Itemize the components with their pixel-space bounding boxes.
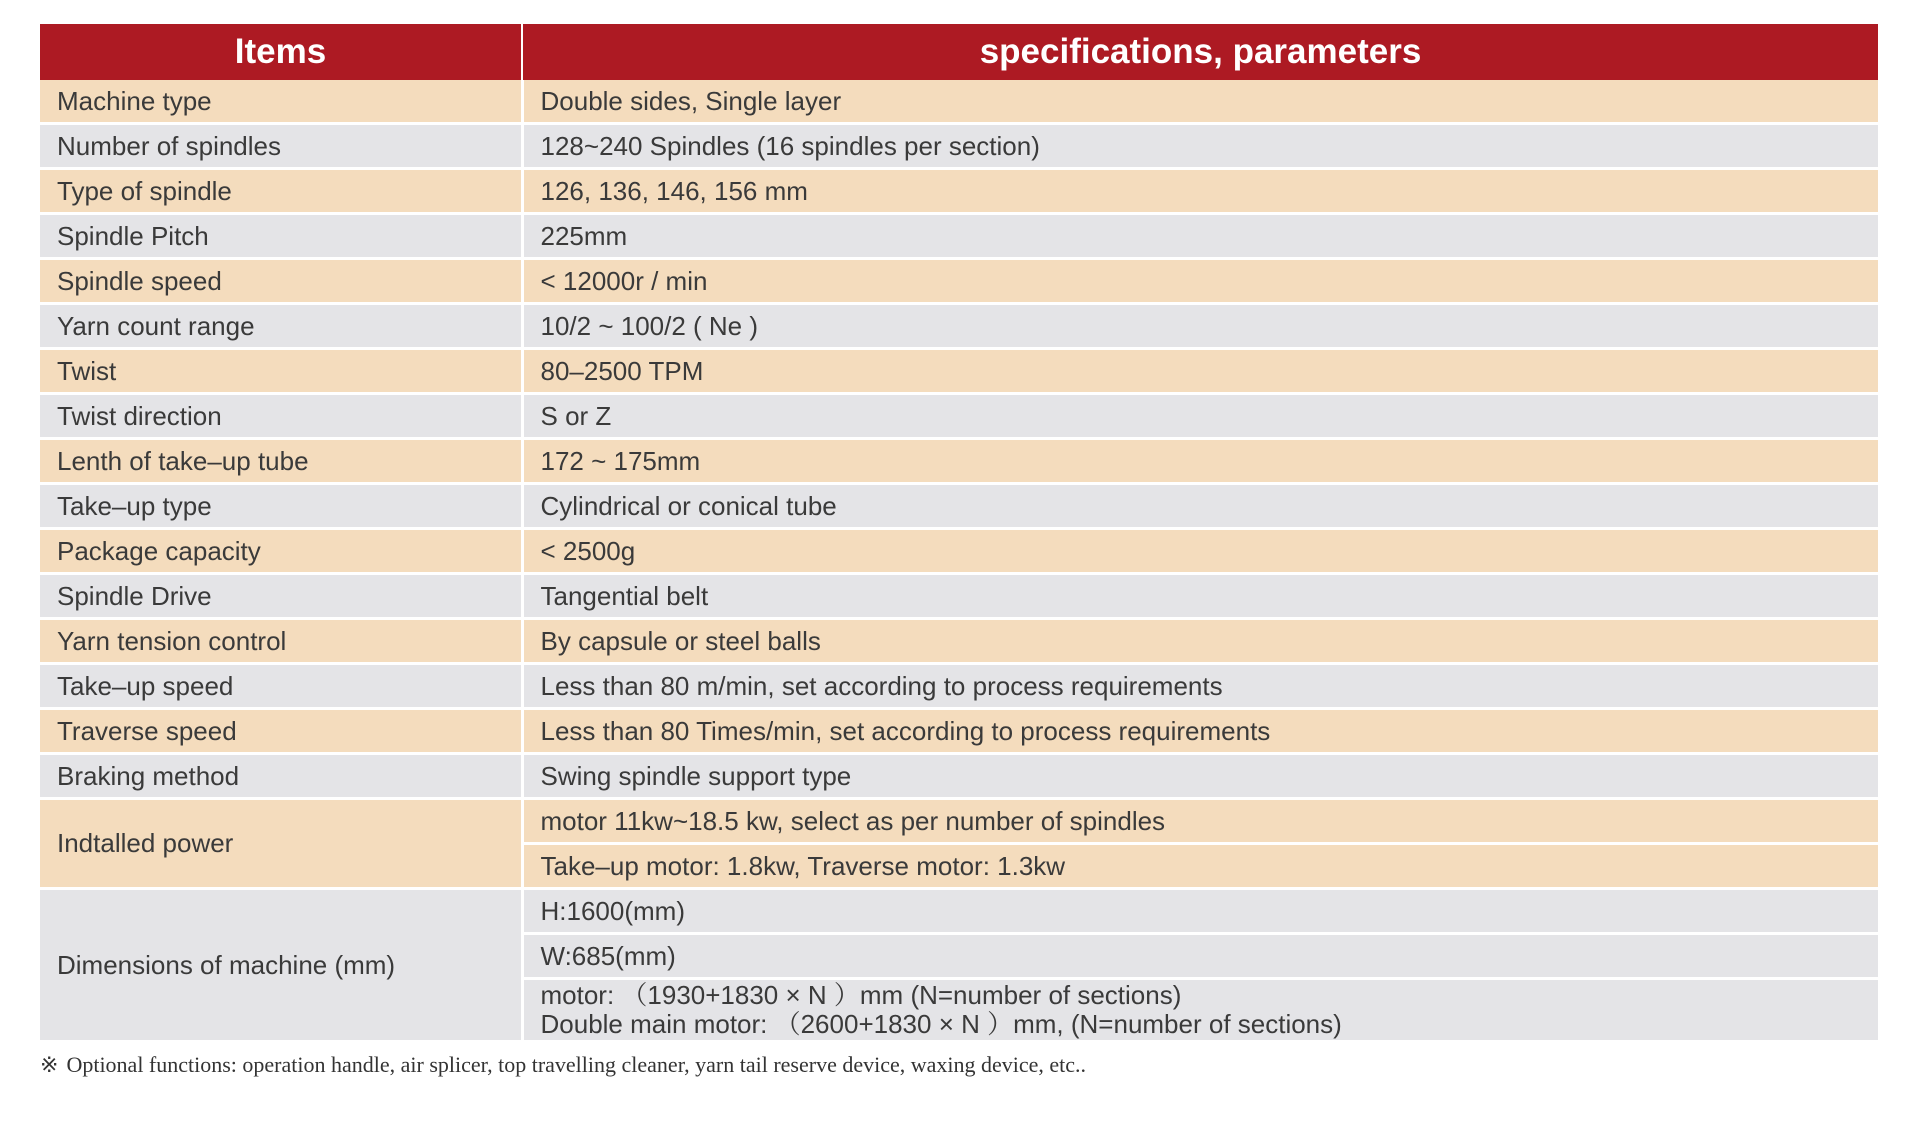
row-item: Spindle Drive — [40, 574, 522, 619]
reference-mark-icon: ※ — [40, 1052, 59, 1077]
row-item: Take–up speed — [40, 664, 522, 709]
header-specifications: specifications, parameters — [522, 24, 1878, 80]
row-item: Number of spindles — [40, 124, 522, 169]
row-item: Spindle Pitch — [40, 214, 522, 259]
row-item: Package capacity — [40, 529, 522, 574]
table-row — [40, 619, 1878, 664]
row-value: Less than 80 m/min, set according to process requirements — [522, 664, 1878, 709]
row-item: Traverse speed — [40, 709, 522, 754]
table-row — [40, 799, 1878, 844]
table-row — [40, 754, 1878, 799]
dimension-length-double-motor: Double main motor: （2600+1830 × N ）mm, (N=number of sections) — [540, 1009, 1342, 1039]
dimension-length-motor: motor: （1930+1830 × N ）mm (N=number of sections) — [540, 980, 1182, 1010]
row-value: Swing spindle support type — [522, 754, 1878, 799]
row-item: Yarn count range — [40, 304, 522, 349]
installed-power-item: Indtalled power — [40, 799, 522, 889]
row-value: 10/2 ~ 100/2 ( Ne ) — [522, 304, 1878, 349]
row-item: Spindle speed — [40, 259, 522, 304]
table-row — [40, 574, 1878, 619]
table-row — [40, 214, 1878, 259]
spec-table — [40, 24, 1878, 1040]
table-row — [40, 709, 1878, 754]
row-item: Yarn tension control — [40, 619, 522, 664]
row-item: Twist — [40, 349, 522, 394]
row-value: 126, 136, 146, 156 mm — [522, 169, 1878, 214]
table-row — [40, 529, 1878, 574]
row-value: Tangential belt — [522, 574, 1878, 619]
footnote — [40, 1052, 1086, 1078]
row-value: Less than 80 Times/min, set according to process requirements — [522, 709, 1878, 754]
row-item: Braking method — [40, 754, 522, 799]
table-row — [40, 169, 1878, 214]
row-item: Take–up type — [40, 484, 522, 529]
header-row — [40, 24, 1878, 80]
row-value: S or Z — [522, 394, 1878, 439]
table-row — [40, 394, 1878, 439]
table-row — [40, 484, 1878, 529]
row-value: < 2500g — [522, 529, 1878, 574]
row-value: By capsule or steel balls — [522, 619, 1878, 664]
table-row — [40, 664, 1878, 709]
row-value: < 12000r / min — [522, 259, 1878, 304]
row-value: 80–2500 TPM — [522, 349, 1878, 394]
row-value: Double sides, Single layer — [522, 80, 1878, 124]
table-row — [40, 124, 1878, 169]
row-item: Type of spindle — [40, 169, 522, 214]
dimension-width: W:685(mm) — [522, 934, 1878, 979]
footnote-text: Optional functions: operation handle, air splicer, top travelling cleaner, yarn tail reserve device, waxing device, etc.. — [66, 1052, 1087, 1077]
row-item: Machine type — [40, 80, 522, 124]
dimension-length — [522, 979, 1878, 1041]
table-row — [40, 304, 1878, 349]
row-value: Cylindrical or conical tube — [522, 484, 1878, 529]
row-value: 172 ~ 175mm — [522, 439, 1878, 484]
table-row — [40, 80, 1878, 124]
table-row — [40, 259, 1878, 304]
row-item: Lenth of take–up tube — [40, 439, 522, 484]
header-items: Items — [40, 24, 522, 80]
installed-power-aux: Take–up motor: 1.8kw, Traverse motor: 1.3kw — [522, 844, 1878, 889]
dimensions-item: Dimensions of machine (mm) — [40, 889, 522, 1041]
table-row — [40, 439, 1878, 484]
row-value: 128~240 Spindles (16 spindles per section) — [522, 124, 1878, 169]
installed-power-main: motor 11kw~18.5 kw, select as per number of spindles — [522, 799, 1878, 844]
table-row — [40, 349, 1878, 394]
row-item: Twist direction — [40, 394, 522, 439]
dimension-height: H:1600(mm) — [522, 889, 1878, 934]
row-value: 225mm — [522, 214, 1878, 259]
table-row — [40, 889, 1878, 934]
